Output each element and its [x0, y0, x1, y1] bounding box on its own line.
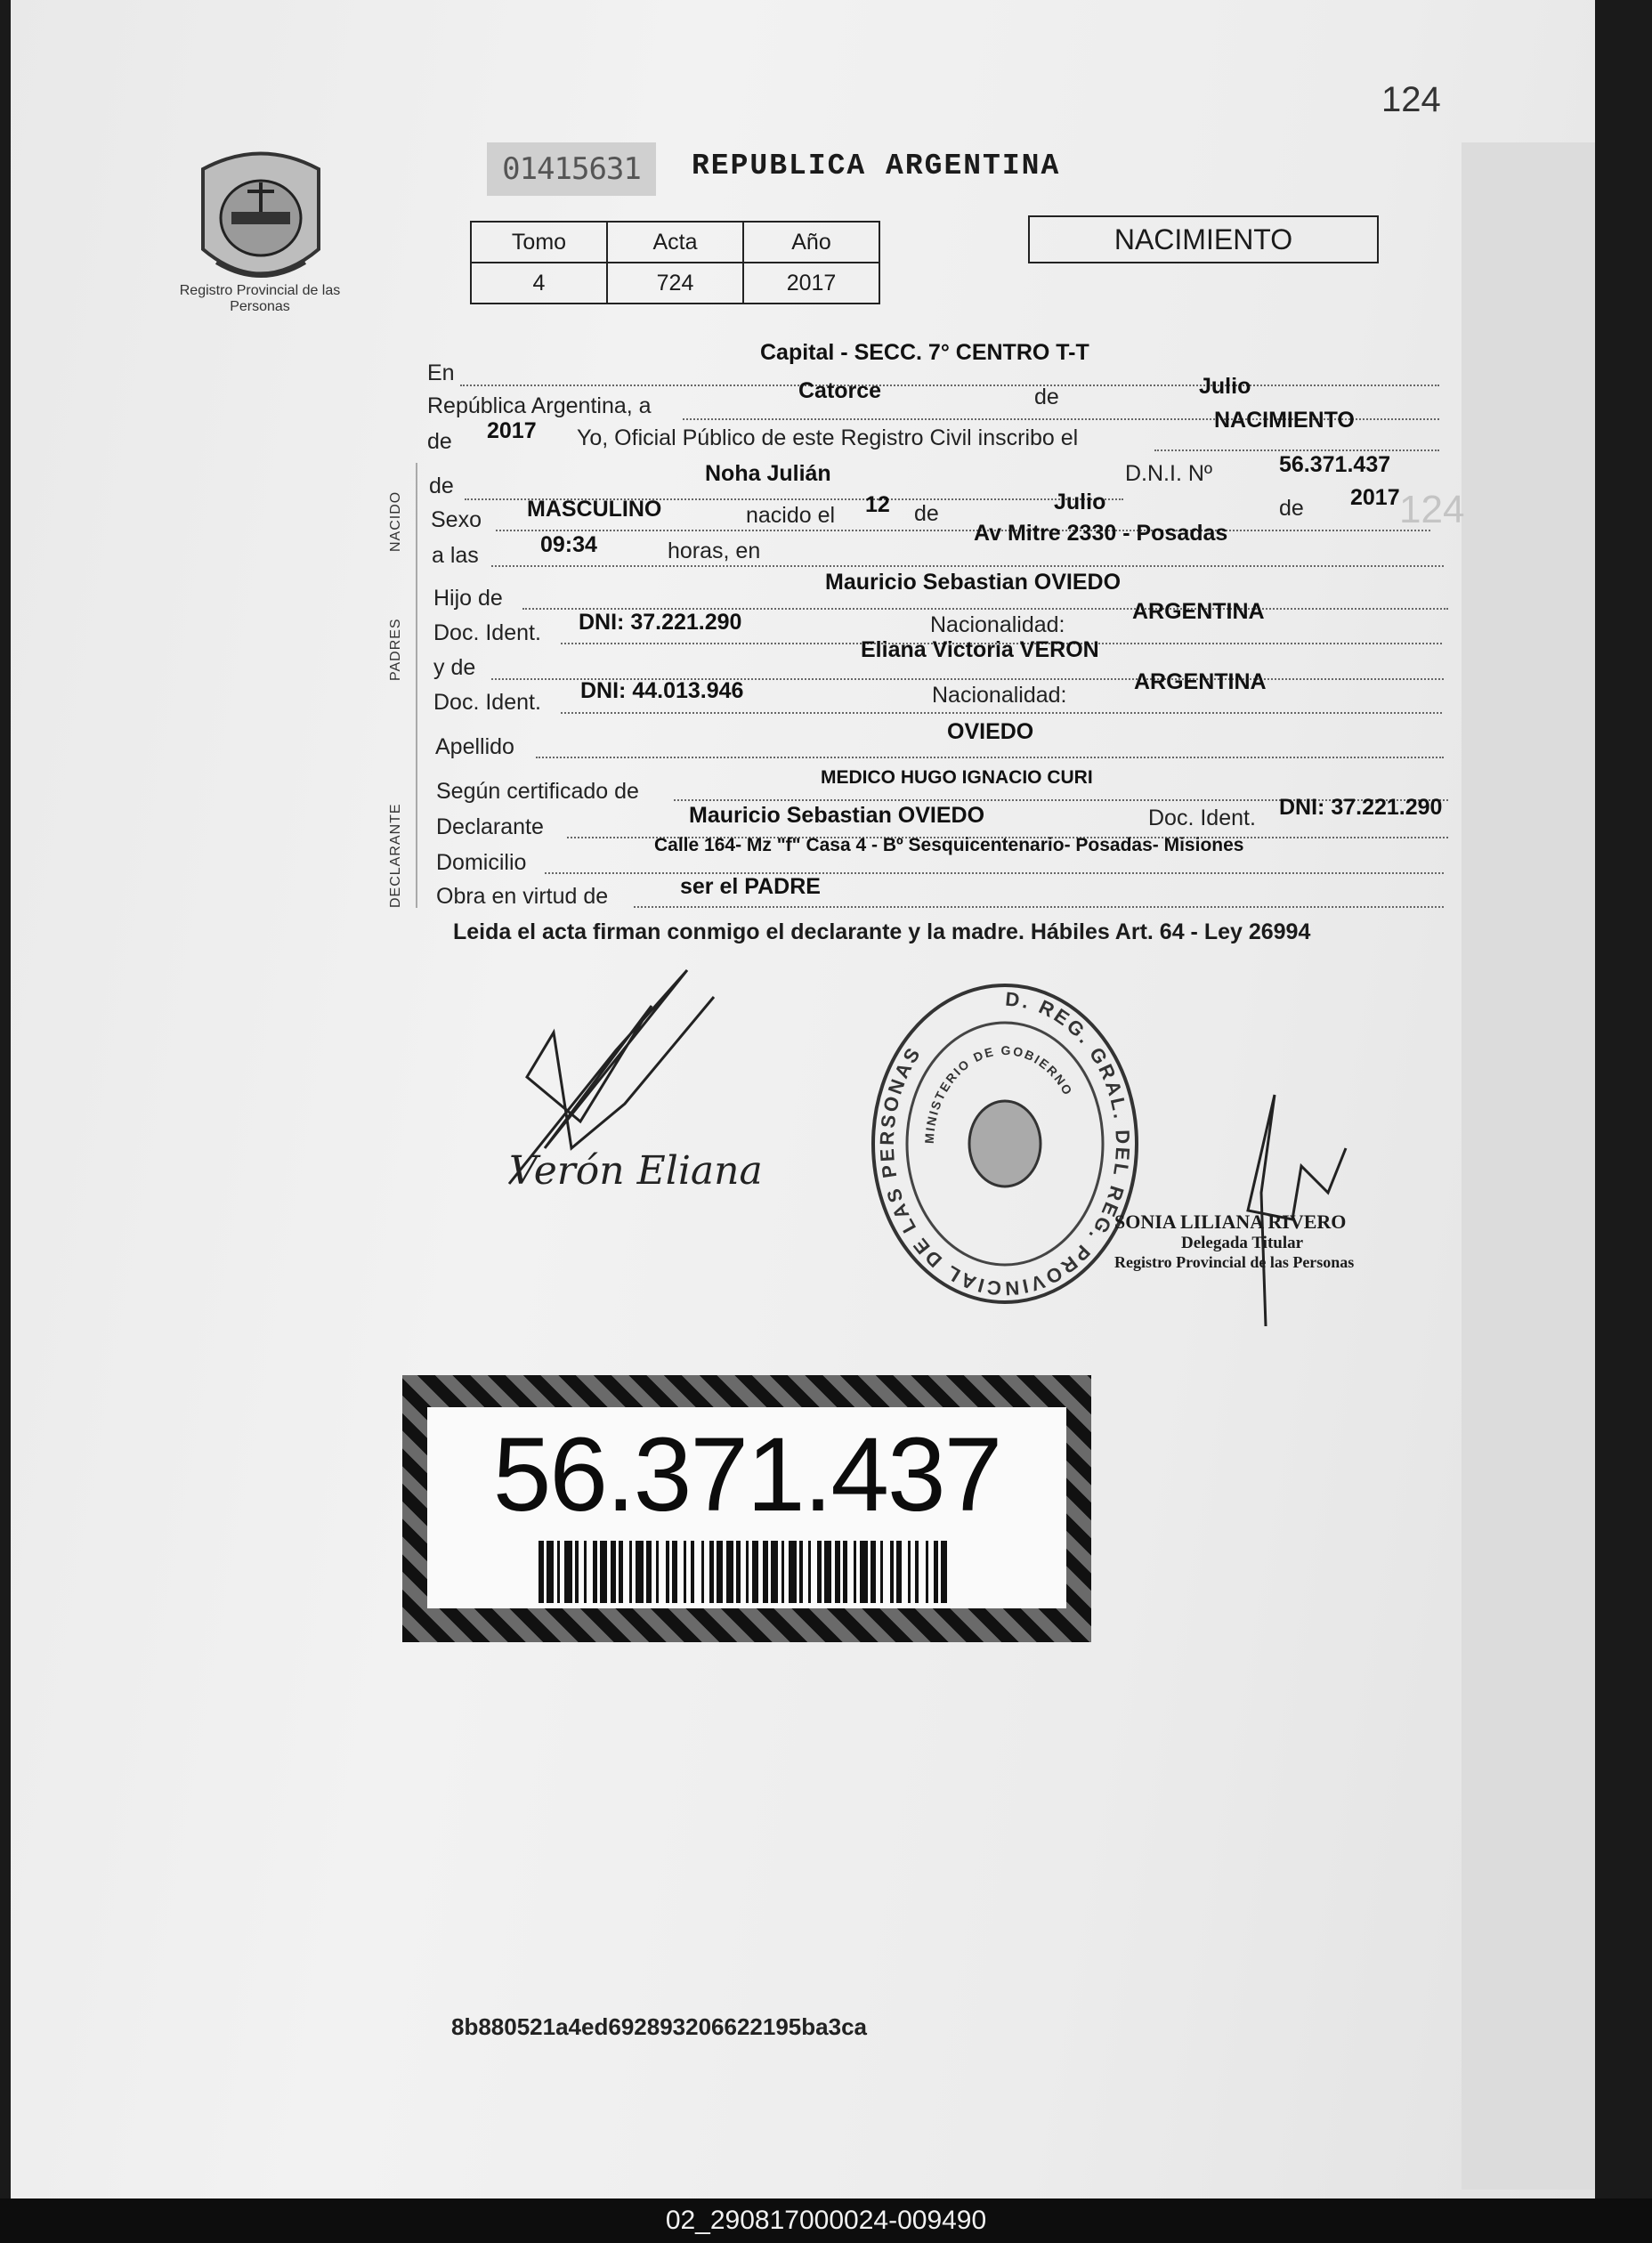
- value-madre-nacionalidad: ARGENTINA: [1134, 669, 1267, 694]
- label-republica: República Argentina, a: [427, 393, 652, 418]
- label-hora: a las: [432, 543, 479, 568]
- label-obra: Obra en virtud de: [436, 884, 609, 909]
- official-seal: [867, 979, 1143, 1308]
- section-label-padres: PADRES: [388, 618, 403, 681]
- value-certificado: MEDICO HUGO IGNACIO CURI: [821, 767, 1093, 788]
- seal-inner-text: MINISTERIO DE GOBIERNO: [921, 1042, 1076, 1145]
- hash-code: 8b880521a4ed692893206622195ba3ca: [451, 2013, 867, 2040]
- value-lugar-registro: Capital - SECC. 7° CENTRO T-T: [760, 340, 1089, 365]
- serial-number: 01415631: [487, 142, 656, 196]
- underlying-page-edge: [1462, 142, 1595, 2190]
- officer-office: Registro Provincial de las Personas: [1114, 1253, 1355, 1271]
- officer-role: Delegada Titular: [1181, 1234, 1304, 1252]
- value-padre-doc: DNI: 37.221.290: [579, 610, 742, 635]
- dotted-line: [536, 757, 1444, 758]
- value-anio: 2017: [743, 263, 879, 304]
- registry-label: Registro Provincial de las Personas: [179, 283, 341, 314]
- label-nacionalidad-madre: Nacionalidad:: [932, 683, 1067, 708]
- label-declarante-doc: Doc. Ident.: [1148, 806, 1256, 830]
- dotted-line: [460, 385, 1439, 386]
- footer-file-id: 02_290817000024-009490: [0, 2198, 1652, 2243]
- label-doc-madre: Doc. Ident.: [433, 690, 541, 715]
- dotted-line: [491, 565, 1444, 567]
- value-madre-doc: DNI: 44.013.946: [580, 678, 744, 703]
- label-apellido: Apellido: [435, 734, 514, 759]
- dotted-line: [634, 906, 1444, 908]
- barcode-number: 56.371.437: [492, 1416, 1001, 1534]
- ghost-mark: 124: [1399, 488, 1465, 531]
- value-declarante-doc: DNI: 37.221.290: [1279, 795, 1443, 820]
- header-acta: Acta: [607, 222, 743, 263]
- mother-signature: Verón Eliana: [509, 1148, 763, 1194]
- officer-block: [1114, 1211, 1435, 1272]
- value-tomo: 4: [471, 263, 607, 304]
- header-tomo: Tomo: [471, 222, 607, 263]
- seal-outer-text: D. REG. GRAL. DEL REG. PROVINCIAL DE LAS PERSONAS: [875, 987, 1135, 1300]
- value-nacido-dia: 12: [865, 492, 890, 517]
- value-lugar-nacimiento: Av Mitre 2330 - Posadas: [974, 521, 1228, 546]
- value-nombre: Noha Julián: [705, 461, 831, 486]
- document-title: REPUBLICA ARGENTINA: [692, 150, 1061, 182]
- dotted-line: [1154, 449, 1439, 451]
- label-declarante: Declarante: [436, 814, 544, 839]
- value-madre: Eliana Victoria VERON: [861, 637, 1099, 662]
- value-anio: 2017: [487, 418, 537, 443]
- value-acta: 724: [607, 263, 743, 304]
- value-padre: Mauricio Sebastian OVIEDO: [825, 570, 1122, 595]
- barcode-sticker: [402, 1375, 1091, 1642]
- label-horas-en: horas, en: [668, 538, 761, 563]
- dotted-line: [496, 530, 1430, 531]
- label-dni: D.N.I. Nº: [1125, 461, 1213, 486]
- section-divider: [416, 463, 417, 908]
- label-certificado: Según certificado de: [436, 779, 639, 804]
- record-table: [470, 221, 880, 304]
- document-page: [11, 0, 1595, 2198]
- value-sexo: MASCULINO: [527, 497, 662, 522]
- label-inscribo: Yo, Oficial Público de este Registro Civil inscribo el: [577, 425, 1079, 450]
- value-hora: 09:34: [540, 532, 597, 557]
- label-de: de: [1034, 385, 1059, 409]
- label-nombre: de: [429, 474, 454, 498]
- value-obra: ser el PADRE: [680, 874, 821, 899]
- value-mes: Julio: [1199, 374, 1251, 399]
- barcode-label: [427, 1407, 1066, 1608]
- label-doc-padre: Doc. Ident.: [433, 620, 541, 645]
- page-number: 124: [1381, 80, 1441, 119]
- section-label-declarante: DECLARANTE: [388, 803, 403, 908]
- label-de2: de: [427, 429, 452, 454]
- record-type-box: NACIMIENTO: [1028, 215, 1379, 263]
- label-en: En: [427, 360, 455, 385]
- label-y-de: y de: [433, 655, 476, 680]
- label-nacido-de1: de: [914, 501, 939, 526]
- header-anio: Año: [743, 222, 879, 263]
- closing-statement: Leida el acta firman conmigo el declarante y la madre. Hábiles Art. 64 - Ley 26994: [453, 919, 1311, 944]
- label-domicilio: Domicilio: [436, 850, 527, 875]
- value-tipo-registro: NACIMIENTO: [1214, 408, 1355, 433]
- label-nacido-de2: de: [1279, 496, 1304, 521]
- label-nacido-el: nacido el: [746, 503, 836, 528]
- value-dni: 56.371.437: [1279, 452, 1391, 477]
- value-nacido-mes: Julio: [1054, 490, 1106, 514]
- value-declarante: Mauricio Sebastian OVIEDO: [689, 803, 985, 828]
- value-domicilio: Calle 164- Mz "f" Casa 4 - Bº Sesquicentenario- Posadas- Misiones: [654, 835, 1244, 855]
- value-dia: Catorce: [798, 378, 882, 403]
- value-nacido-anio: 2017: [1350, 485, 1400, 510]
- label-sexo: Sexo: [431, 507, 482, 532]
- value-padre-nacionalidad: ARGENTINA: [1132, 599, 1265, 624]
- dotted-line: [561, 712, 1442, 714]
- section-label-nacido: NACIDO: [388, 490, 403, 552]
- value-apellido: OVIEDO: [947, 719, 1034, 744]
- officer-name: SONIA LILIANA RIVERO: [1114, 1211, 1347, 1233]
- label-nacionalidad-padre: Nacionalidad:: [930, 612, 1065, 637]
- barcode-bars-icon: [539, 1541, 957, 1603]
- label-hijo-de: Hijo de: [433, 586, 503, 611]
